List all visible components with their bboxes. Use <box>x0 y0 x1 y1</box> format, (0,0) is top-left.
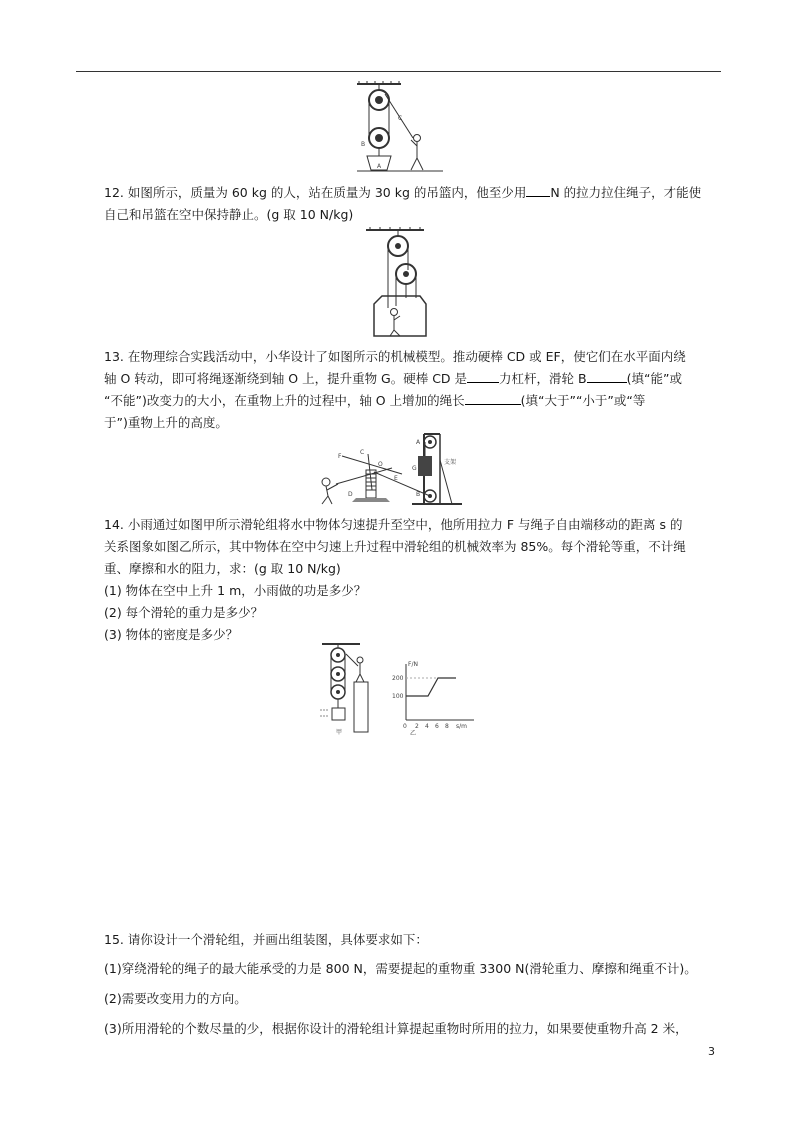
q15-line1: 15. 请你设计一个滑轮组，并画出组装图，具体要求如下： <box>104 932 428 947</box>
fig13-label-a: A <box>416 439 421 446</box>
q13-blank-pulley[interactable] <box>587 369 627 383</box>
fig14-x4: 4 <box>425 723 429 730</box>
q13-blank-rope[interactable] <box>465 391 521 405</box>
fig13-label-g: G <box>412 465 417 472</box>
q14-line3: 重、摩擦和水的阻力，求：(g 取 10 N/kg) <box>104 561 341 576</box>
page-number: 3 <box>708 1045 715 1058</box>
header-rule <box>76 71 721 72</box>
q15-line4: (3)所用滑轮的个数尽量的少，根据你设计的滑轮组计算提起重物时所用的拉力，如果要使重物升高 2 米， <box>104 1021 688 1036</box>
figure-pulley-person <box>355 80 445 175</box>
figure-pulley-graph <box>316 640 482 736</box>
q13-line3 <box>104 390 645 412</box>
q13-text-3a: “不能”)改变力的大小，在重物上升的过程中，轴 O 上增加的绳长 <box>104 393 465 408</box>
q14-line1: 14. 小雨通过如图甲所示滑轮组将水中物体匀速提升至空中，他所用拉力 F 与绳子自由端移动的距离 s 的 <box>104 517 683 532</box>
fig13-label-d: D <box>348 491 353 498</box>
q15-line2: (1)穿绕滑轮的绳子的最大能承受的力是 800 N，需要提起的重物重 3300 N(滑轮重力、摩擦和绳重不计)。 <box>104 961 697 976</box>
fig13-label-o: O <box>378 461 383 468</box>
q14-line2: 关系图象如图乙所示，其中物体在空中匀速上升过程中滑轮组的机械效率为 85%。每个滑轮等重，不计绳 <box>104 539 686 554</box>
fig14-label-jia: 甲 <box>336 729 343 736</box>
q12-text-pre: 12. 如图所示，质量为 60 kg 的人，站在质量为 30 kg 的吊篮内，他至少用 <box>104 185 527 200</box>
fig13-label-f: F <box>338 453 342 460</box>
figure-mechanical-model <box>312 430 478 506</box>
q13-blank-lever[interactable] <box>467 369 499 383</box>
q13-line2 <box>104 368 682 390</box>
fig14-y200: 200 <box>392 675 404 682</box>
q14-sub1: (1) 物体在空中上升 1 m，小雨做的功是多少？ <box>104 583 367 598</box>
q13-text-2b: 力杠杆，滑轮 B <box>499 371 587 386</box>
q13-line4: 于”)重物上升的高度。 <box>104 415 228 430</box>
fig14-x6: 6 <box>435 723 439 730</box>
q14-sub2: (2) 每个滑轮的重力是多少？ <box>104 605 264 620</box>
q13-text-2c: (填“能”或 <box>626 371 682 386</box>
fig14-label-yi: 乙 <box>410 730 417 736</box>
fig-label-b: B <box>361 141 366 148</box>
q12-answer-blank[interactable] <box>526 183 550 197</box>
q14-sub3: (3) 物体的密度是多少？ <box>104 627 239 642</box>
fig14-x8: 8 <box>445 723 449 730</box>
q13-line1: 13. 在物理综合实践活动中，小华设计了如图所示的机械模型。推动硬棒 CD 或 EF，使它们在水平面内绕 <box>104 349 686 364</box>
fig13-label-stand: 支架 <box>444 459 457 466</box>
fig13-label-c: C <box>360 449 365 456</box>
fig14-x0: 0 <box>403 723 407 730</box>
fig14-x-axis: s/m <box>456 723 467 730</box>
fig13-label-e: E <box>394 475 398 482</box>
fig13-label-b: B <box>416 491 421 498</box>
q13-text-3b: (填“大于”“小于”或“等 <box>520 393 646 408</box>
fig14-y-axis: F/N <box>408 661 418 668</box>
fig-label-c: C <box>398 115 403 122</box>
q13-text-2a: 轴 O 转动，即可将绳逐渐绕到轴 O 上，提升重物 G。硬棒 CD 是 <box>104 371 468 386</box>
fig14-y100: 100 <box>392 693 404 700</box>
fig-label-a: A <box>377 163 382 170</box>
q12-line1 <box>104 182 701 204</box>
q12-line2: 自己和吊篮在空中保持静止。(g 取 10 N/kg) <box>104 207 354 222</box>
q12-text-post: N 的拉力拉住绳子，才能使 <box>550 185 702 200</box>
figure-hanging-basket <box>364 226 434 338</box>
fig14-x2: 2 <box>415 723 419 730</box>
q15-line3: (2)需要改变用力的方向。 <box>104 991 247 1006</box>
